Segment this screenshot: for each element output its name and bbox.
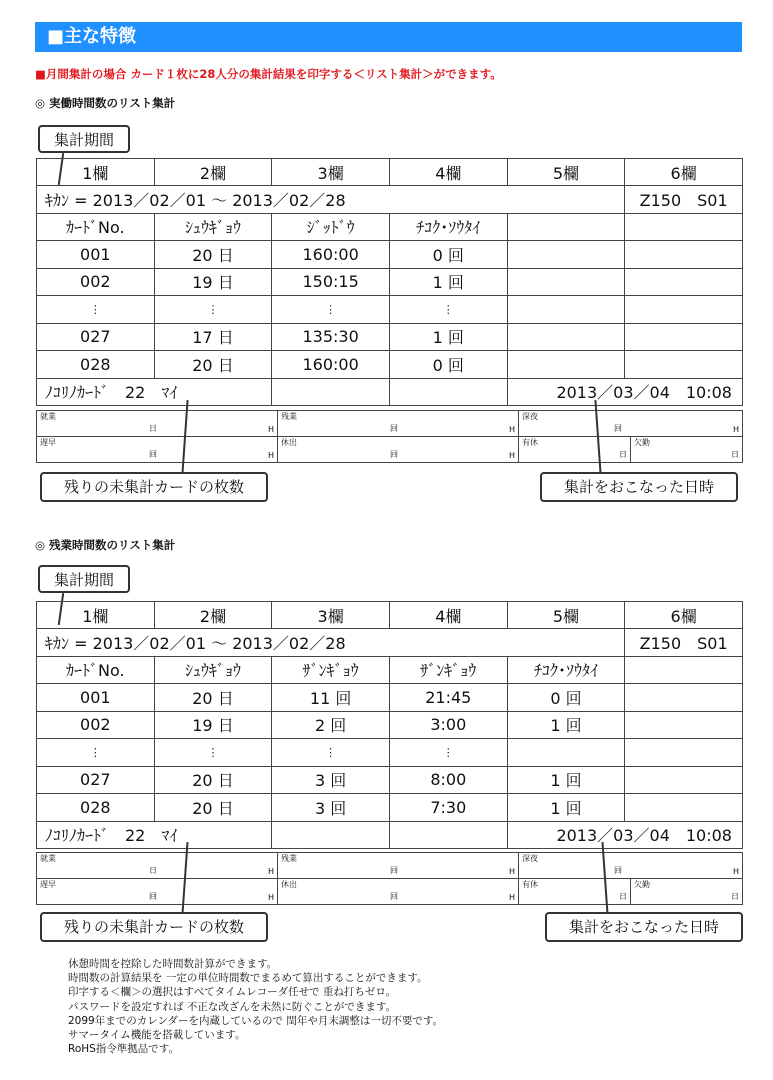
unit-hour: H: [267, 451, 274, 460]
table-cell: 21:45: [389, 684, 507, 712]
unit-kai: 回: [614, 424, 622, 433]
table-cell: 20 日: [154, 684, 272, 712]
table-cell: 20 日: [154, 241, 272, 269]
field-header-row: [37, 656, 743, 684]
callout-period-2: 集計期間: [38, 565, 130, 593]
table-row: [37, 684, 743, 712]
table-cell: 1 回: [389, 323, 507, 351]
field-header: ｼﾞｯﾄﾞｳ: [272, 213, 390, 241]
label-zangyo: 残業: [281, 412, 297, 421]
table-cell: 3:00: [389, 711, 507, 739]
print-datetime: 2013／03／04 10:08: [507, 378, 742, 406]
column-header: 2欄: [154, 159, 272, 186]
field-header: ｶｰﾄﾞNo.: [37, 656, 155, 684]
column-header: 3欄: [272, 159, 390, 186]
table-cell: 20 日: [154, 351, 272, 379]
unit-kai: 回: [149, 450, 157, 459]
table-cell: ⋮: [389, 739, 507, 767]
unit-day: 日: [149, 866, 157, 875]
table-row: [37, 794, 743, 822]
label-sotai: 遅早: [40, 880, 56, 889]
unit-hour: H: [732, 425, 739, 434]
column-header: 3欄: [272, 602, 390, 629]
table-cell: 8:00: [389, 766, 507, 794]
label-shugyo: 就業: [40, 412, 56, 421]
column-header: 5欄: [507, 159, 625, 186]
feature-item: RoHS指令準拠品です。: [68, 1043, 179, 1056]
table-cell: ⋮: [154, 296, 272, 324]
table-cell: 002: [37, 711, 155, 739]
field-header: ｶｰﾄﾞNo.: [37, 213, 155, 241]
empty-cell: [507, 186, 625, 214]
empty-cell: [272, 378, 390, 406]
table-cell: [625, 241, 743, 269]
table-cell: 160:00: [272, 241, 390, 269]
column-header-row: [37, 602, 743, 629]
table-cell: 0 回: [389, 241, 507, 269]
column-header: 4欄: [389, 602, 507, 629]
label-yukyu: 有休: [522, 438, 538, 447]
table-cell: 1 回: [507, 766, 625, 794]
label-sotai: 遅早: [40, 438, 56, 447]
table-cell: 3 回: [272, 766, 390, 794]
unit-hour: H: [508, 893, 515, 902]
remaining-cards: ﾉｺﾘﾉｶｰﾄﾞ 22 ﾏｲ: [37, 821, 272, 849]
table-cell: 1 回: [389, 268, 507, 296]
unit-kai: 回: [390, 424, 398, 433]
table-cell: [507, 323, 625, 351]
label-zangyo: 残業: [281, 854, 297, 863]
field-header: ｼｭｳｷﾞｮｳ: [154, 213, 272, 241]
feature-item: 休憩時間を控除した時間数計算ができます。: [68, 958, 278, 970]
table-cell: ⋮: [389, 296, 507, 324]
table-cell: [507, 268, 625, 296]
period-row: [37, 629, 743, 657]
column-header: 6欄: [625, 602, 743, 629]
callout-datetime-1: 集計をおこなった日時: [540, 472, 738, 502]
table-cell: ⋮: [154, 739, 272, 767]
label-kekkin: 欠勤: [634, 438, 650, 447]
summary-row: [37, 378, 743, 406]
label-yukyu: 有休: [522, 880, 538, 889]
table-row: [37, 711, 743, 739]
table-cell: [625, 296, 743, 324]
field-header: [507, 213, 625, 241]
unit-kai: 回: [614, 866, 622, 875]
unit-hour: H: [267, 893, 274, 902]
period-label: ｷｶﾝ = 2013／02／01 ～ 2013／02／28: [37, 186, 508, 214]
table-cell: 027: [37, 323, 155, 351]
unit-kai: 回: [390, 892, 398, 901]
field-header: ｻﾞﾝｷﾞｮｳ: [389, 656, 507, 684]
table-cell: [507, 296, 625, 324]
field-header: [625, 656, 743, 684]
unit-hour: H: [732, 867, 739, 876]
table-cell: [507, 739, 625, 767]
print-datetime: 2013／03／04 10:08: [507, 821, 742, 849]
table-cell: 11 回: [272, 684, 390, 712]
unit-day: 日: [149, 424, 157, 433]
unit-day: 日: [619, 450, 627, 459]
column-header: 4欄: [389, 159, 507, 186]
table-row: [37, 766, 743, 794]
column-header: 1欄: [37, 602, 155, 629]
device-id: Z150 S01: [625, 629, 743, 657]
label-kekkin: 欠勤: [634, 880, 650, 889]
column-header-row: [37, 159, 743, 186]
section-heading-1: ◎ 実働時間数のリスト集計: [35, 96, 176, 110]
table-cell: ⋮: [37, 296, 155, 324]
field-header: ｼｭｳｷﾞｮｳ: [154, 656, 272, 684]
table-cell: 20 日: [154, 766, 272, 794]
empty-cell: [389, 821, 507, 849]
table-cell: 2 回: [272, 711, 390, 739]
callout-datetime-2: 集計をおこなった日時: [545, 912, 743, 942]
label-shinya: 深夜: [522, 412, 538, 421]
field-header: ﾁｺｸ･ｿｳﾀｲ: [389, 213, 507, 241]
table-cell: [625, 268, 743, 296]
column-header: 1欄: [37, 159, 155, 186]
unit-kai: 回: [390, 450, 398, 459]
table-row: [37, 351, 743, 379]
totals-table-1: [36, 410, 743, 463]
table-cell: 19 日: [154, 711, 272, 739]
unit-hour: H: [508, 867, 515, 876]
table-row: [37, 739, 743, 767]
table-row: [37, 241, 743, 269]
field-header: [625, 213, 743, 241]
device-id: Z150 S01: [625, 186, 743, 214]
table-row: [37, 268, 743, 296]
table-cell: [625, 766, 743, 794]
table-cell: [625, 739, 743, 767]
table-cell: ⋮: [272, 296, 390, 324]
label-kyushutsu: 休出: [281, 438, 297, 447]
table-cell: 001: [37, 684, 155, 712]
label-kyushutsu: 休出: [281, 880, 297, 889]
table-cell: [507, 241, 625, 269]
monthly-note: ■月間集計の場合 カード１枚に28人分の集計結果を印字する＜リスト集計＞ができます。: [35, 67, 502, 81]
feature-item: 時間数の計算結果を 一定の単位時間数でまるめて算出することができます。: [68, 972, 428, 985]
table-cell: 027: [37, 766, 155, 794]
summary-row: [37, 821, 743, 849]
unit-kai: 回: [149, 892, 157, 901]
table-cell: 135:30: [272, 323, 390, 351]
table-cell: 20 日: [154, 794, 272, 822]
feature-item: サマータイム機能を搭載しています。: [68, 1029, 246, 1042]
remaining-cards: ﾉｺﾘﾉｶｰﾄﾞ 22 ﾏｲ: [37, 378, 272, 406]
table-cell: 150:15: [272, 268, 390, 296]
table-cell: 7:30: [389, 794, 507, 822]
section-heading-2: ◎ 残業時間数のリスト集計: [35, 538, 176, 552]
period-row: [37, 186, 743, 214]
column-header: 5欄: [507, 602, 625, 629]
table-cell: 001: [37, 241, 155, 269]
table-cell: [625, 684, 743, 712]
table-cell: [625, 323, 743, 351]
column-header: 6欄: [625, 159, 743, 186]
table-row: [37, 323, 743, 351]
unit-hour: H: [267, 867, 274, 876]
callout-period-1: 集計期間: [38, 125, 130, 153]
empty-cell: [389, 378, 507, 406]
totals-table-2: [36, 852, 743, 905]
table-cell: 160:00: [272, 351, 390, 379]
unit-kai: 回: [390, 866, 398, 875]
empty-cell: [272, 821, 390, 849]
unit-day: 日: [731, 450, 739, 459]
table-row: [37, 296, 743, 324]
unit-hour: H: [508, 451, 515, 460]
table-cell: 3 回: [272, 794, 390, 822]
feature-item: 印字する＜欄＞の選択はすべてタイムレコーダ任せで 重ね打ちゼロ。: [68, 986, 396, 999]
feature-item: パスワードを設定すれば 不正な改ざんを未然に防ぐことができます。: [68, 1000, 396, 1013]
unit-hour: H: [267, 425, 274, 434]
callout-remaining-1: 残りの未集計カードの枚数: [40, 472, 268, 502]
table-cell: [625, 794, 743, 822]
report-table-1: [36, 158, 743, 406]
report-table-2: [36, 601, 743, 849]
section-header: ■主な特徴: [35, 22, 742, 52]
unit-day: 日: [619, 892, 627, 901]
table-cell: [625, 351, 743, 379]
table-cell: ⋮: [272, 739, 390, 767]
table-cell: [507, 351, 625, 379]
table-cell: ⋮: [37, 739, 155, 767]
table-cell: 028: [37, 794, 155, 822]
table-cell: 0 回: [507, 684, 625, 712]
table-cell: 002: [37, 268, 155, 296]
table-cell: 1 回: [507, 711, 625, 739]
table-cell: [625, 711, 743, 739]
table-cell: 17 日: [154, 323, 272, 351]
table-cell: 1 回: [507, 794, 625, 822]
table-cell: 028: [37, 351, 155, 379]
column-header: 2欄: [154, 602, 272, 629]
table-cell: 19 日: [154, 268, 272, 296]
table-cell: 0 回: [389, 351, 507, 379]
period-label: ｷｶﾝ = 2013／02／01 ～ 2013／02／28: [37, 629, 508, 657]
label-shinya: 深夜: [522, 854, 538, 863]
label-shugyo: 就業: [40, 854, 56, 863]
unit-hour: H: [508, 425, 515, 434]
feature-item: 2099年までのカレンダーを内蔵しているので 閏年や月末調整は一切不要です。: [68, 1014, 444, 1027]
field-header: ｻﾞﾝｷﾞｮｳ: [272, 656, 390, 684]
field-header: ﾁｺｸ･ｿｳﾀｲ: [507, 656, 625, 684]
unit-day: 日: [731, 892, 739, 901]
empty-cell: [507, 629, 625, 657]
field-header-row: [37, 213, 743, 241]
callout-remaining-2: 残りの未集計カードの枚数: [40, 912, 268, 942]
feature-list: [68, 957, 443, 1056]
